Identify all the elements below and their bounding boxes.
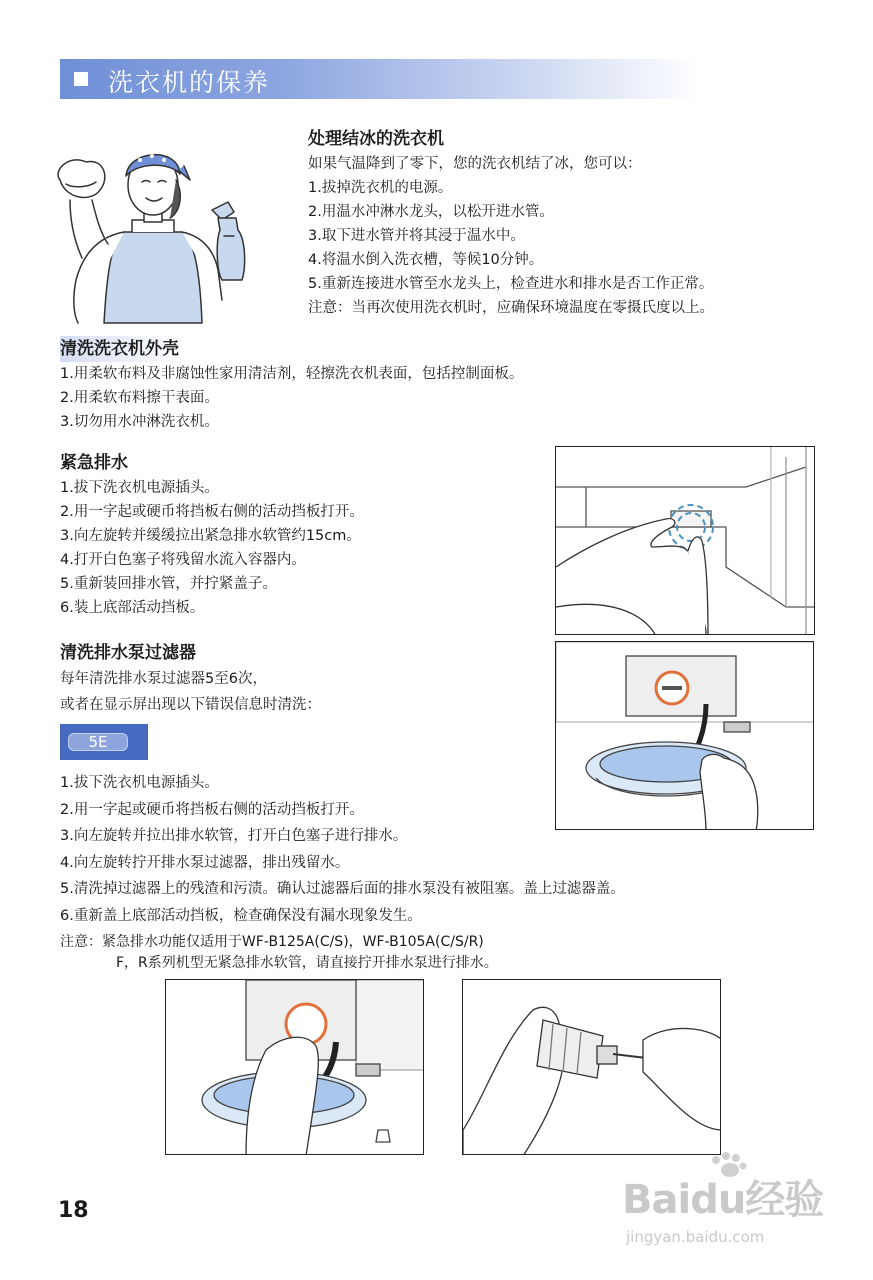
exterior-line: 2.用柔软布料擦干表面。: [60, 390, 219, 406]
page-title: 洗衣机的保养: [108, 68, 271, 97]
baidu-watermark: [622, 1150, 837, 1250]
pump-line: 3.向左旋转并拉出排水软管，打开白色塞子进行排水。: [60, 828, 408, 844]
page-number: 18: [58, 1198, 89, 1223]
pump-line: 2.用一字起或硬币将挡板右侧的活动挡板打开。: [60, 801, 364, 818]
emergency-line: 6.装上底部活动挡板。: [60, 600, 205, 616]
frozen-line: 2.用温水冲淋水龙头，以松开进水管。: [308, 204, 554, 220]
exterior-line: 1.用柔软布料及非腐蚀性家用清洁剂，轻擦洗衣机表面，包括控制面板。: [60, 366, 524, 382]
emergency-line: 2.用一字起或硬币将挡板右侧的活动挡板打开。: [60, 504, 364, 520]
watermark-url: jingyan.baidu.com: [626, 1228, 765, 1246]
frozen-heading: 处理结冰的洗衣机: [308, 129, 444, 149]
pump-line: 4.向左旋转拧开排水泵过滤器，排出残留水。: [60, 854, 350, 871]
filter-removal-illustration: [165, 979, 424, 1155]
emergency-heading: 紧急排水: [60, 453, 128, 473]
frozen-line: 如果气温降到了零下，您的洗衣机结了冰，您可以：: [308, 156, 642, 172]
emergency-line: 1.拔下洗衣机电源插头。: [60, 480, 219, 496]
note-line: 注意：紧急排水功能仅适用于WF-B125A(C/S)，WF-B105A(C/S/R): [60, 934, 484, 950]
watermark-logo-text: Baidu经验: [622, 1177, 824, 1223]
frozen-line: 3.取下进水管并将其浸于温水中。: [308, 228, 525, 244]
pump-intro-line: 或者在显示屏出现以下错误信息时清洗：: [60, 697, 321, 713]
pump-line: 6.重新盖上底部活动挡板，检查确保没有漏水现象发生。: [60, 907, 422, 924]
pump-drain-illustration: [555, 641, 814, 830]
frozen-line: 5.重新连接进水管至水龙头上，检查进水和排水是否工作正常。: [308, 276, 714, 292]
note-line: F，R系列机型无紧急排水软管，请直接拧开排水泵进行排水。: [116, 955, 498, 971]
emergency-line: 5.重新装回排水管，并拧紧盖子。: [60, 576, 277, 592]
woman-cleaning-illustration: [52, 140, 252, 325]
emergency-line: 4.打开白色塞子将残留水流入容器内。: [60, 552, 306, 568]
emergency-line: 3.向左旋转并缓缓拉出紧急排水软管约15cm。: [60, 528, 361, 544]
pump-line: 1.拔下洗衣机电源插头。: [60, 775, 219, 791]
square-bullet-icon: [74, 72, 88, 86]
frozen-note: 注意：当再次使用洗衣机时，应确保环境温度在零摄氏度以上。: [308, 300, 714, 316]
pump-intro-line: 每年清洗排水泵过滤器5至6次，: [60, 671, 267, 687]
frozen-line: 1.拔掉洗衣机的电源。: [308, 180, 453, 196]
frozen-line: 4.将温水倒入洗衣槽，等候10分钟。: [308, 252, 544, 268]
emergency-drain-illustration: [555, 446, 815, 635]
exterior-heading: 清洗洗衣机外壳: [60, 336, 185, 362]
filter-cleaning-illustration: [462, 979, 721, 1155]
pump-line: 5.清洗掉过滤器上的残渣和污渍。确认过滤器后面的排水泵没有被阻塞。盖上过滤器盖。: [60, 881, 625, 897]
error-code-label: 5E: [68, 733, 128, 751]
error-code-badge: [60, 724, 148, 760]
section-header: [60, 59, 700, 99]
pump-heading: 清洗排水泵过滤器: [60, 643, 196, 663]
exterior-line: 3.切勿用水冲淋洗衣机。: [60, 414, 219, 430]
